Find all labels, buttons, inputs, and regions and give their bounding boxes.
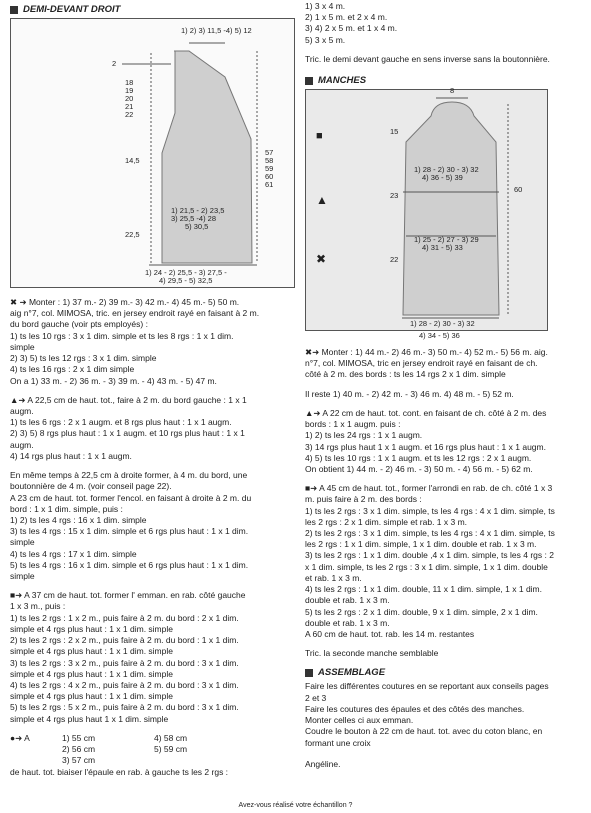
right-column bbox=[305, 0, 586, 770]
cross-icon: ✖ bbox=[316, 252, 327, 267]
epaule-sizes: 1) 3 x 4 m. 2) 1 x 5 m. et 2 x 4 m. 3) 4) 2 x 5 m. et 1 x 4 m. 5) 3 x 5 m. bbox=[305, 1, 398, 45]
triangle-icon: ▲ bbox=[316, 193, 328, 208]
left-instructions bbox=[10, 297, 295, 778]
demi-devant-heading: DEMI-DEVANT DROIT bbox=[10, 4, 295, 15]
dim-top: 1) 2) 3) 11,5 -4) 5) 12 bbox=[181, 26, 252, 35]
square-icon: ■ bbox=[316, 130, 323, 143]
left-column bbox=[10, 0, 295, 778]
dims-c: 1) 28 - 2) 30 - 3) 32 bbox=[410, 319, 475, 329]
right-instructions bbox=[305, 347, 586, 770]
section-square-icon bbox=[305, 669, 313, 677]
para-manche-montage: ✖➜ Monter : 1) 44 m.- 2) 46 m.- 3) 50 m.- 4) 52 m.- 5) 56 m. aig. n°7, col. MIMOSA, tric en jersey endroit rayé en faisant de ch. côté à 2 m. des bords : ts les 14 rgs 2 x 1 dim. simple bbox=[305, 346, 548, 380]
para-reste: Il reste 1) 40 m. - 2) 42 m. - 3) 46 m. 4) 48 m. - 5) 52 m. bbox=[305, 388, 514, 399]
assemblage-heading: ASSEMBLAGE bbox=[305, 667, 586, 678]
inner-dims: 1) 21,5 - 2) 23,5 3) 25,5 -4) 28 5) 30,5 bbox=[171, 206, 225, 231]
sizes-left: 18 19 20 21 22 bbox=[125, 78, 134, 119]
dims-b: 1) 25 - 2) 27 - 3) 29 4) 31 - 5) 33 bbox=[414, 235, 479, 252]
dim-two: 2 bbox=[112, 59, 117, 68]
dim-left-mid: 23 bbox=[390, 191, 399, 201]
dims-a: 1) 28 - 2) 30 - 3) 32 4) 36 - 5) 39 bbox=[414, 165, 479, 182]
sizes-right: 57 58 59 60 61 bbox=[265, 148, 274, 189]
manche-shape bbox=[306, 90, 547, 330]
dim-left-bot: 22 bbox=[390, 255, 399, 265]
dims-c-second: 4) 34 - 5) 36 bbox=[419, 331, 460, 341]
manches-heading: MANCHES bbox=[305, 75, 586, 86]
bottom-dims: 1) 24 - 2) 25,5 - 3) 27,5 - 4) 29,5 - 5) 32,5 bbox=[145, 268, 227, 285]
para-epaule: ●➜ A 1) 55 cm 2) 56 cm 3) 57 cm 4) 58 cm 5) 59 cm de haut. tot. biaiser l'épaule en rab. à gauche ts les 2 rgs : bbox=[10, 732, 229, 777]
footer-note: Avez-vous réalisé votre échantillon ? bbox=[238, 802, 353, 809]
manches-diagram bbox=[305, 86, 548, 331]
para-augm: ▲➜ A 22,5 cm de haut. tot., faire à 2 m. du bord gauche : 1 x 1 augm. 1) ts les 6 rgs : 2 x 1 augm. et 8 rgs plus haut : 1 x 1 augm. 2) 3) 5) 8 rgs plus haut : 1 x 1 augm. et 10 rgs plus haut : 1 x 1 augm. 4) 14 rgs plus haut : 1 x 1 augm. bbox=[10, 394, 247, 461]
demi-devant-diagram bbox=[10, 18, 295, 288]
para-encolure: En même temps à 22,5 cm à droite former, à 4 m. du bord, une boutonnière de 4 m. (voir conseil page 22). A 23 cm de haut. tot. former l'encol. en faisant à droite à 2 m. du bord : 1 x 1 dim. simple, puis : 1) 2) ts les 4 rgs : 16 x 1 dim. simple 3) ts les 4 rgs : 15 x 1 dim. simple et 6 rgs plus haut : 1 x 1 dim. simple 4) ts les 4 rgs : 17 x 1 dim. simple 5) ts les 4 rgs : 16 x 1 dim. simple et 6 rgs plus haut : 1 x 1 dim. simple bbox=[10, 470, 252, 582]
top-note: Tric. le demi devant gauche en sens inverse sans la boutonnière. bbox=[305, 53, 550, 64]
para-manche-augm: ▲➜ A 22 cm de haut. tot. cont. en faisant de ch. côté à 2 m. des bords : 1 x 1 augm. puis : 1) 2) ts les 24 rgs : 1 x 1 augm. 3) 14 rgs plus haut 1 x 1 augm. et 16 rgs plus haut : 1 x 1 augm. 4) 5) ts les 10 rgs : 1 x 1 augm. et ts les 12 rgs : 2 x 1 augm. On obtient 1) 44 m. - 2) 46 m. - 3) 50 m. - 4) 56 m. - 5) 62 m. bbox=[305, 407, 547, 474]
section-square-icon bbox=[10, 6, 18, 14]
para-montage: ✖ ➜ Monter : 1) 37 m.- 2) 39 m.- 3) 42 m.- 4) 45 m.- 5) 50 m. aig n°7, col. MIMOSA, tric. en jersey endroit rayé en faisant à 2 m. du bord gauche (voir pts employés) : 1) ts les 10 rgs : 3 x 1 dim. simple et ts les 8 rgs : 1 x 1 dim. simple 2) 3) 5) ts les 12 rgs : 3 x 1 dim. simple 4) ts les 16 rgs : 2 x 1 dim simple On a 1) 33 m. - 2) 36 m. - 3) 39 m. - 4) 43 m. - 5) 47 m. bbox=[10, 297, 260, 386]
signature: Angéline. bbox=[305, 758, 341, 769]
para-arrondi: ■➜ A 45 cm de haut. tot., former l'arrondi en rab. de ch. côté 1 x 3 m. puis faire à 2 m. des bords : 1) ts les 2 rgs : 3 x 1 dim. simple, ts les 4 rgs : 4 x 1 dim. simple, ts les 2 rgs : 2 x 1 dim. simple et rab. 1 x 3 m. 2) ts les 2 rgs : 3 x 1 dim. simple, ts les 4 rgs : 4 x 1 dim. simple, ts les 2 rgs : 1 x 1 dim. simple, 1 x 1 dim. double et rab. 1 x 3 m. 3) ts les 2 rgs : 1 x 1 dim. double ,4 x 1 dim. simple, ts les 4 rgs : 2 x 1 dim. simple, ts les 2 rgs : 3 x 1 dim. simple, 1 x 1 dim. double et rab. 1 x 3 m. 4) ts les 2 rgs : 1 x 1 dim. double, 11 x 1 dim. simple, 1 x 1 dim. double et rab. 1 x 3 m. 5) ts les 2 rgs : 2 x 1 dim. double, 9 x 1 dim. simple, 2 x 1 dim. double et rab. 1 x 3 m. A 60 cm de haut. tot. rab. les 14 m. restantes bbox=[305, 483, 555, 639]
para-emmanchure: ■➜ A 37 cm de haut. tot. former l' emman. en rab. côté gauche 1 x 3 m., puis : 1) ts les 2 rgs : 1 x 2 m., puis faire à 2 m. du bord : 2 x 1 dim. simple et 4 rgs plus haut : 1 x 1 dim. simple 2) ts les 2 rgs : 2 x 2 m., puis faire à 2 m. du bord : 1 x 1 dim. simple et 4 rgs plus haut : 1 x 1 dim. simple 3) ts les 2 rgs : 3 x 2 m., puis faire à 2 m. du bord : 3 x 1 dim. simple et 4 rgs plus haut : 1 x 1 dim. simple 4) ts les 2 rgs : 4 x 2 m., puis faire à 2 m. du bord : 3 x 1 dim. simple et 4 rgs plus haut : 1 x 1 dim. simple 5) ts les 2 rgs : 5 x 2 m., puis faire à 2 m. du bord : 3 x 1 dim. simple et 4 rgs plus haut 1 x 1 dim. simple bbox=[10, 590, 246, 724]
dim-eight: 8 bbox=[450, 86, 455, 96]
dim-mid-left: 14,5 bbox=[125, 156, 140, 165]
para-assemblage: Faire les différentes coutures en se reportant aux conseils pages 2 et 3 Faire les coutures des épaules et des côtés des manches. Monter celles ci aux emman. Coudre le bouton à 22 cm de haut. tot. avec du coton blanc, en formant une croix bbox=[305, 681, 549, 748]
dim-bot-left: 22,5 bbox=[125, 230, 140, 239]
demi-devant-shape bbox=[11, 19, 294, 287]
dim-left-top: 15 bbox=[390, 127, 399, 137]
para-seconde-manche: Tric. la seconde manche semblable bbox=[305, 648, 439, 659]
section-square-icon bbox=[305, 77, 313, 85]
dim-right: 60 bbox=[514, 185, 523, 195]
